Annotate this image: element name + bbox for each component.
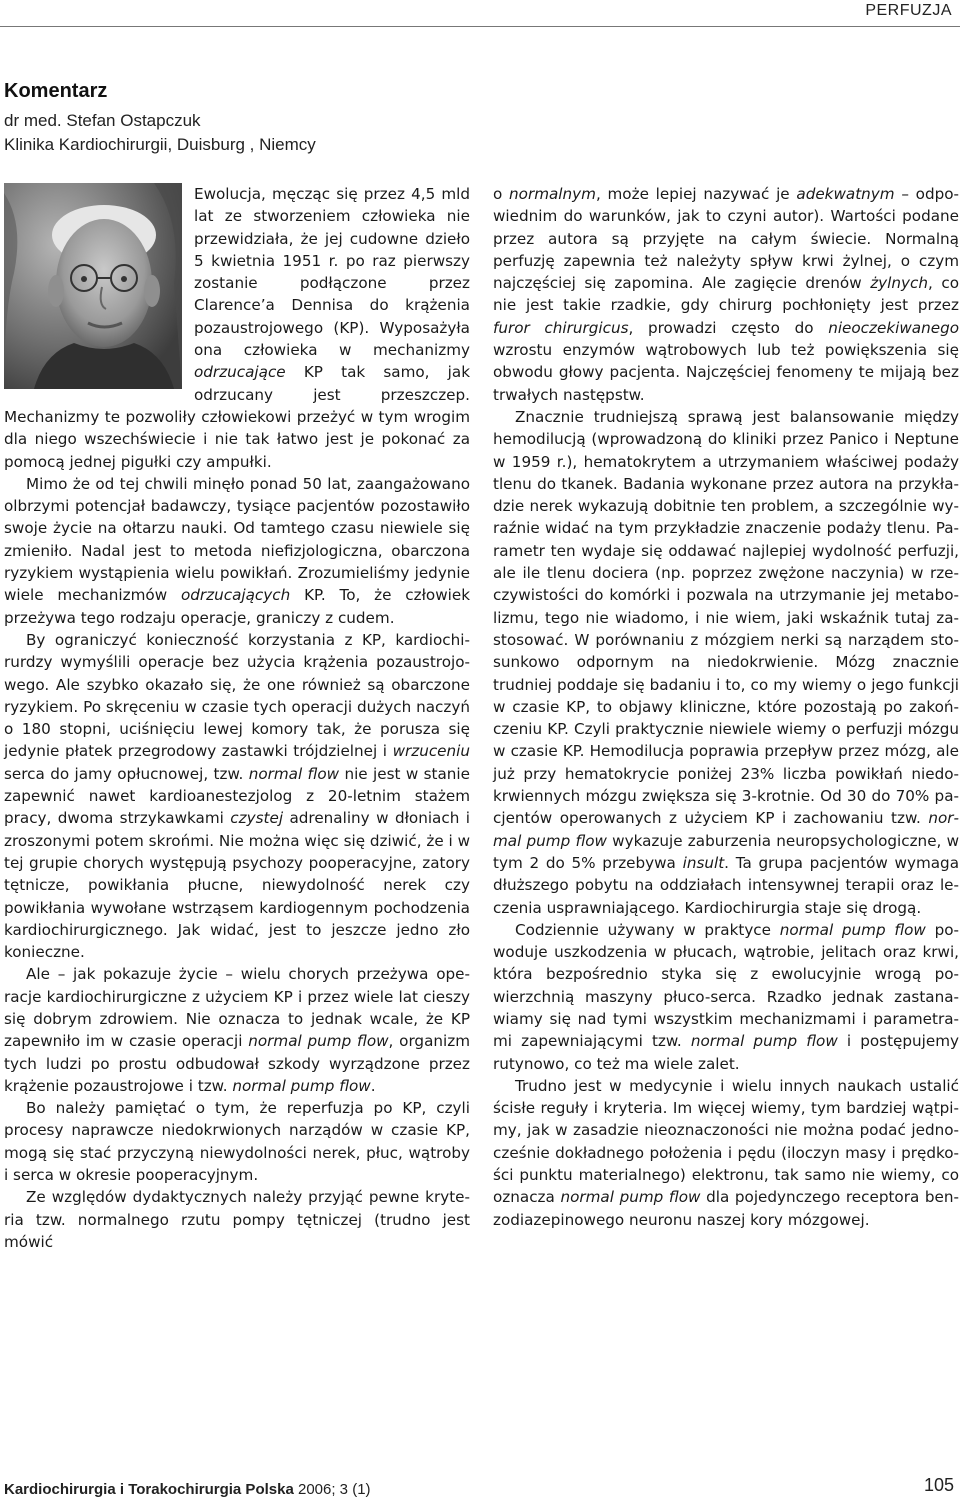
paragraph: o normalnym, może lepiej nazywać je adekwatnym – odpowiednim do warunków, jak to czyni autor). Wartości podane przez autora są przyjęte na całym świecie. Normalną perfuzję zapewnia też należyty spływ krwi żylnej, o czym najczęściej się zapomina. Ale zagięcie drenów żylnych, co nie jest takie rzadkie, gdy chirurg pochłonięty jest przez furor chirurgicus, prowadzi często do nieoczekiwanego wzrostu enzymów wątrobowych lub też powiększenia się obwodu głowy pacjenta. Najczęściej fenomeny te mijają bez trwałych następstw.	[493, 185, 960, 404]
paragraph: Znacznie trudniejszą sprawą jest balansowanie między hemodilucją (wprowadzoną do kliniki przez Panico i Neptune w 1959 r.), hematokrytem a utrzymaniem właściwej podaży tlenu do tkanek. Badania wykonane przez autora na przykładzie nerek wykazują dobitnie ten problem, a szczególnie wyraźnie widać na tym przykładzie znaczenie podaży tlenu. Parametr ten wydaje się oddawać najlepiej wydolność perfuzji, ale ile tlenu dociera (np. poprzez zwężone naczynia) w rzeczywistości do komórki i pozwala na utrzymanie jej metabolizmu, tego nie wiadomo, i nie wiem, jaki wskaźnik tutaj zastosować. W porównaniu z mózgiem nerki są narządem stosunkowo odpornym na niedokrwienie. Mózg znacznie trudniej poddaje się badaniu i to, co my wiemy o jego funkcji w czasie KP, to objawy kliniczne, które pozostają po zakończeniu KP. Czyli praktycznie niewiele wiemy o perfuzji mózgu w czasie KP. Hemodilucja poprawia przepływ przez mózg, ale już przy hematokrycie poniżej 23% liczba powikłań niedokrwiennych mózgu zwiększa się 3-krotnie. Od 30 do 70% pacjentów operowanych z użyciem KP i zachowaniu tzw. normal pump flow wykazuje zaburzenia neuropsychologiczne, w tym 2 do 5% przebywa insult. Ta grupa pacjentów wymaga dłuższego pobytu na oddziałach intensywnej terapii oraz leczenia usprawniającego. Kardiochirurgia staje się drogą.	[493, 407, 960, 917]
paragraph: Ale – jak pokazuje życie – wielu chorych przeżywa operacje kardiochirurgiczne z użyciem KP i przez wiele lat cieszy się dobrym zdrowiem. Nie oznacza to jednak wcale, że KP zapewniło im w czasie operacji normal pump flow, organizm tych ludzi po prostu odbudował szkody wyrządzone przez krążenie pozaustrojowe i tzw. normal pump flow.	[4, 965, 470, 1095]
journal-name: Kardiochirurgia i Torakochirurgia Polska	[4, 1481, 294, 1498]
author-portrait	[4, 183, 182, 389]
paragraph: By ograniczyć konieczność korzystania z KP, kardiochirurdzy wymyślili operacje bez użycia krążenia pozaustrojowego. Ale szybko okazało się, że one również są obarczone ryzykiem. Po skręceniu w czasie tych operacji dużych naczyń o 180 stopni, uciśnięciu lewej komory tak, że porusza się jedynie płatek przegrodowy zastawki trójdzielnej i wrzuceniu serca do jamy opłucnowej, tzw. normal flow nie jest w stanie zapewnić nawet kardioanestezjolog z 20-letnim stażem pracy, dwoma strzykawkami czystej adrenaliny w dłoniach i zroszonymi potem skrońmi. Nie można więc się dziwić, że i w tej grupie chorych występują psychozy pooperacyjne, zatory tętnicze, powikłania płucne, niewydolność nerek czy powikłania wywołane wstrząsem kardiogennym pochodzenia kardiochirurgicznego. Jak widać, jest to jeszcze jedno zło konieczne.	[4, 630, 470, 962]
paragraph: Bo należy pamiętać o tym, że reperfuzja po KP, czyli procesy naprawcze niedokrwionych narządów w czasie KP, mogą się stać przyczyną niewydolności nerek, płuc, wątroby i serca w okresie pooperacyjnym.	[4, 1099, 470, 1185]
author-affiliation: Klinika Kardiochirurgii, Duisburg , Niemcy	[4, 135, 316, 154]
section-label: PERFUZJA	[865, 2, 952, 19]
right-column	[493, 183, 959, 1231]
page-number: 105	[923, 1475, 954, 1495]
comment-title: Komentarz	[4, 80, 108, 102]
header-divider	[0, 26, 960, 27]
paragraph: Mimo że od tej chwili minęło ponad 50 lat, zaangażowano olbrzymi potencjał badawczy, tysiące pacjentów pozostawiło swoje życie na ołtarzu nauki. Od tamtego czasu niewiele się zmieniło. Nadal jest to metoda niefizjologiczna, obarczona ryzykiem wystąpienia wielu powikłań. Zrozumieliśmy jedynie wiele mechanizmów odrzucających KP. To, że człowiek przeżywa tego rodzaju operacje, graniczy z cudem.	[4, 474, 470, 627]
paragraph: Codziennie używany w praktyce normal pump flow powoduje uszkodzenia w płucach, wątrobie, jelitach oraz krwi, która bezpośrednio styka się z ewolucyjnie wrogą powierzchnią maszyny płuco-serca. Rzadko jednak zastanawiamy się nad tymi wszystkim mechanizmami i parametrami zapewniającymi tzw. normal pump flow i postępujemy rutynowo, co też ma wiele zalet.	[493, 920, 959, 1073]
paragraph: Ewolucja, męcząc się przez 4,5 mld lat ze stworzeniem człowieka nie przewidziała, że jej cudowne dzieło 5 kwietnia 1951 r. po raz pierwszy zostanie podłączone przez Clarence’a Dennisa do krążenia pozaustrojowego (KP). Wyposażyła ona człowieka w mechanizmy odrzucające KP tak samo, jak odrzucany jest przeszczep. Mechanizmy te pozwoliły człowiekowi przeżyć w tym wrogim dla niego wszechświecie i nie tak łatwo jest je pokonać za pomocą jednej pigułki czy ampułki.	[4, 185, 470, 471]
left-column	[4, 183, 470, 1253]
paragraph: Trudno jest w medycynie i wielu innych naukach ustalić ścisłe reguły i kryteria. Im więcej wiemy, tym bardziej wątpimy, jak w zasadzie nieoznaczoności nie można podać jednocześnie dokładnego położenia i pędu (iloczyn masy i prędkości punktu materialnego) elektronu, tak samo nie wiemy, co oznacza normal pump flow dla pojedynczego receptora benzodiazepinowego neuronu naszej kory mózgowej.	[493, 1076, 959, 1229]
author-name: dr med. Stefan Ostapczuk	[4, 111, 201, 130]
paragraph: Ze względów dydaktycznych należy przyjąć pewne kryteria tzw. normalnego rzutu pompy tętniczej (trudno jest mówić	[4, 1188, 470, 1251]
portrait-illustration	[4, 183, 182, 389]
journal-issue: 2006; 3 (1)	[293, 1481, 371, 1498]
journal-citation	[4, 1481, 371, 1498]
